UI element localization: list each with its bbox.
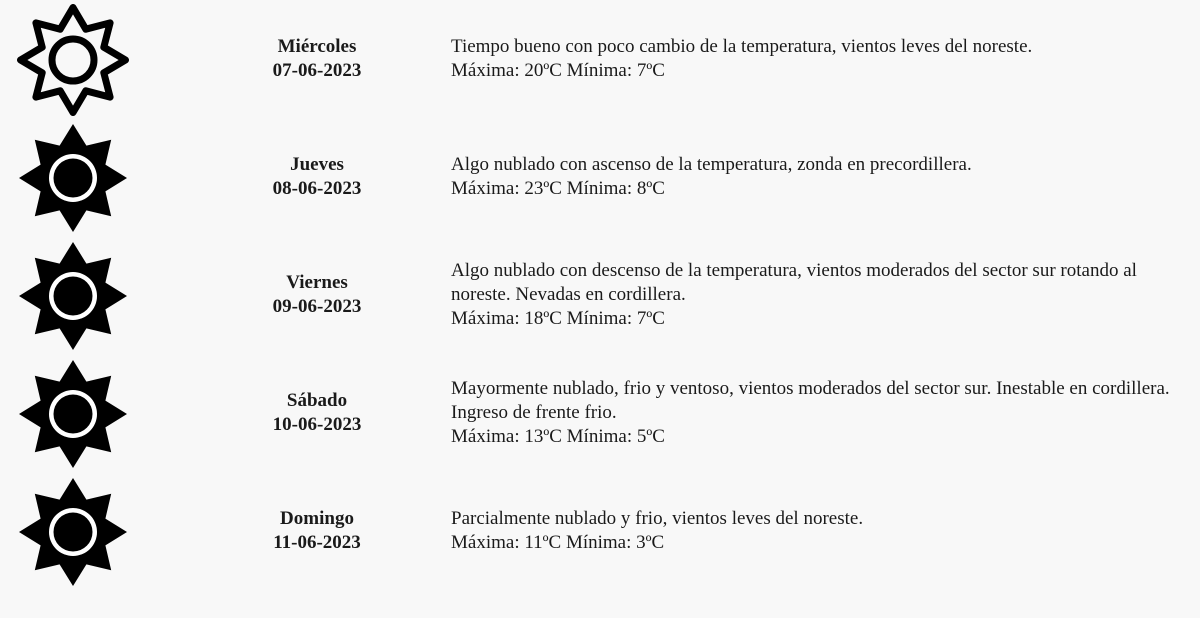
day-name: Sábado <box>286 390 348 411</box>
forecast-description <box>451 377 1196 449</box>
sun-filled-icon <box>17 358 129 470</box>
day-column <box>240 153 394 201</box>
forecast-description <box>451 507 1196 555</box>
forecast-row-friday <box>0 239 1200 357</box>
forecast-temps: Máxima: 11ºC Mínima: 3ºC <box>451 532 665 553</box>
day-name: Jueves <box>290 154 344 175</box>
forecast-text: Tiempo bueno con poco cambio de la temperatura, vientos leves del noreste. <box>451 36 1033 57</box>
day-date: 11-06-2023 <box>273 532 361 553</box>
forecast-temps: Máxima: 13ºC Mínima: 5ºC <box>451 426 665 447</box>
forecast-text: Mayormente nublado, frio y ventoso, vientos moderados del sector sur. Inestable en cordillera. Ingreso de frente frio. <box>451 378 1170 423</box>
forecast-text: Algo nublado con ascenso de la temperatura, zonda en precordillera. <box>451 154 972 175</box>
forecast-temps: Máxima: 23ºC Mínima: 8ºC <box>451 178 665 199</box>
forecast-row-saturday <box>0 357 1200 475</box>
sun-filled-icon <box>17 476 129 588</box>
forecast-row-sunday <box>0 475 1200 593</box>
day-date: 07-06-2023 <box>272 60 362 81</box>
sun-filled-icon <box>17 240 129 352</box>
day-column <box>240 507 394 555</box>
forecast-row-thursday <box>0 121 1200 239</box>
forecast-text: Algo nublado con descenso de la temperatura, vientos moderados del sector sur rotando al noreste. Nevadas en cordillera. <box>451 260 1137 305</box>
forecast-text: Parcialmente nublado y frio, vientos leves del noreste. <box>451 508 864 529</box>
forecast-description <box>451 153 1196 201</box>
forecast-description <box>451 259 1196 331</box>
sun-filled-icon <box>17 122 129 234</box>
sun-outline-icon <box>17 4 129 116</box>
day-column <box>240 35 394 83</box>
forecast-temps: Máxima: 20ºC Mínima: 7ºC <box>451 60 665 81</box>
day-name: Miércoles <box>277 36 357 57</box>
day-column <box>240 389 394 437</box>
forecast-temps: Máxima: 18ºC Mínima: 7ºC <box>451 308 665 329</box>
forecast-description <box>451 35 1196 83</box>
day-name: Domingo <box>280 508 354 529</box>
day-date: 08-06-2023 <box>272 178 362 199</box>
day-name: Viernes <box>286 272 348 293</box>
forecast-row-wednesday <box>0 3 1200 121</box>
day-date: 10-06-2023 <box>272 414 362 435</box>
day-column <box>240 271 394 319</box>
day-date: 09-06-2023 <box>272 296 362 317</box>
